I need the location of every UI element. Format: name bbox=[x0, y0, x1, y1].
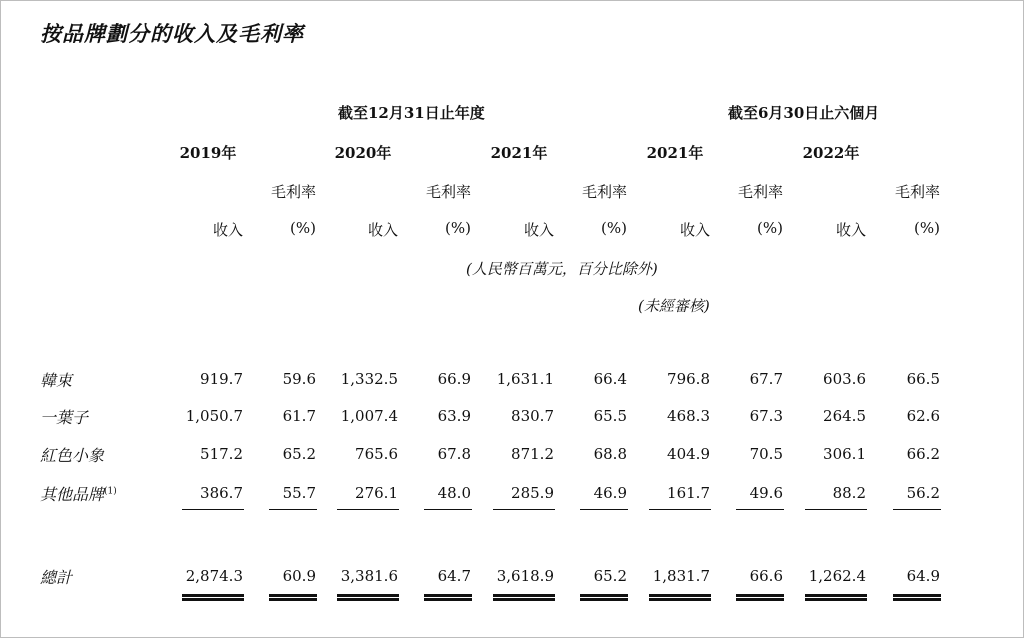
gross-margin-unit-header: (%) bbox=[757, 219, 783, 237]
brand-label bbox=[40, 405, 88, 428]
brand-name: 一葉子 bbox=[40, 408, 89, 427]
gross-margin-header: 毛利率 bbox=[425, 183, 471, 201]
footnote-marker: (1) bbox=[104, 486, 117, 497]
table-cell: 46.9 bbox=[593, 484, 627, 502]
table-cell: 67.8 bbox=[437, 445, 471, 463]
total-double-rule bbox=[182, 594, 244, 601]
brand-label bbox=[40, 482, 117, 505]
gross-margin-unit-header: (%) bbox=[914, 219, 940, 237]
table-cell: 48.0 bbox=[437, 484, 471, 502]
subtotal-rule bbox=[580, 509, 628, 510]
table-cell: 765.6 bbox=[355, 445, 398, 463]
total-double-rule bbox=[269, 594, 317, 601]
table-cell: 404.9 bbox=[667, 445, 710, 463]
table-cell: 468.3 bbox=[667, 407, 710, 425]
total-cell: 1,262.4 bbox=[808, 567, 866, 585]
subtotal-rule bbox=[649, 509, 711, 510]
table-cell: 68.8 bbox=[593, 445, 627, 463]
table-cell: 796.8 bbox=[667, 370, 710, 388]
table-cell: 49.6 bbox=[749, 484, 783, 502]
table-cell: 62.6 bbox=[906, 407, 940, 425]
brand-name: 紅色小象 bbox=[40, 446, 105, 465]
total-label: 總計 bbox=[40, 568, 73, 587]
table-cell: 276.1 bbox=[355, 484, 398, 502]
total-cell: 3,618.9 bbox=[496, 567, 554, 585]
total-double-rule bbox=[424, 594, 472, 601]
table-cell: 306.1 bbox=[823, 445, 866, 463]
subtotal-rule bbox=[337, 509, 399, 510]
table-cell: 66.9 bbox=[437, 370, 471, 388]
table-cell: 67.3 bbox=[749, 407, 783, 425]
total-double-rule bbox=[736, 594, 784, 601]
table-cell: 264.5 bbox=[823, 407, 866, 425]
units-note: (人民幣百萬元，百分比除外) bbox=[466, 260, 658, 278]
brand-name: 其他品牌 bbox=[40, 485, 105, 504]
table-cell: 66.4 bbox=[593, 370, 627, 388]
table-cell: 1,631.1 bbox=[496, 370, 554, 388]
unaudited-note: (未經審核) bbox=[638, 297, 710, 315]
table-cell: 56.2 bbox=[906, 484, 940, 502]
revenue-header: 收入 bbox=[835, 221, 866, 239]
table-cell: 88.2 bbox=[832, 484, 866, 502]
brand-label bbox=[40, 368, 72, 391]
table-cell: 59.6 bbox=[282, 370, 316, 388]
table-cell: 1,007.4 bbox=[340, 407, 398, 425]
period-header-interim: 截至6月30日止六個月 bbox=[728, 104, 880, 122]
total-cell: 2,874.3 bbox=[185, 567, 243, 585]
total-double-rule bbox=[649, 594, 711, 601]
total-cell: 64.9 bbox=[906, 567, 940, 585]
subtotal-rule bbox=[805, 509, 867, 510]
table-cell: 63.9 bbox=[437, 407, 471, 425]
revenue-header: 收入 bbox=[367, 221, 398, 239]
brand-label bbox=[40, 443, 104, 466]
table-cell: 1,332.5 bbox=[340, 370, 398, 388]
subtotal-rule bbox=[893, 509, 941, 510]
page-title: 按品牌劃分的收入及毛利率 bbox=[40, 21, 304, 46]
table-cell: 65.2 bbox=[282, 445, 316, 463]
revenue-header: 收入 bbox=[679, 221, 710, 239]
subtotal-rule bbox=[424, 509, 472, 510]
brand-name: 韓束 bbox=[40, 371, 73, 390]
table-cell: 386.7 bbox=[200, 484, 243, 502]
period-header-annual: 截至12月31日止年度 bbox=[338, 104, 485, 122]
gross-margin-unit-header: (%) bbox=[445, 219, 471, 237]
table-cell: 67.7 bbox=[749, 370, 783, 388]
table-cell: 66.2 bbox=[906, 445, 940, 463]
gross-margin-unit-header: (%) bbox=[601, 219, 627, 237]
year-header: 2021年 bbox=[490, 144, 548, 162]
table-cell: 285.9 bbox=[511, 484, 554, 502]
gross-margin-header: 毛利率 bbox=[581, 183, 627, 201]
total-cell: 65.2 bbox=[593, 567, 627, 585]
gross-margin-header: 毛利率 bbox=[894, 183, 940, 201]
gross-margin-header: 毛利率 bbox=[737, 183, 783, 201]
table-cell: 603.6 bbox=[823, 370, 866, 388]
total-cell: 3,381.6 bbox=[340, 567, 398, 585]
total-double-rule bbox=[805, 594, 867, 601]
subtotal-rule bbox=[182, 509, 244, 510]
year-header: 2020年 bbox=[334, 144, 392, 162]
total-cell: 1,831.7 bbox=[652, 567, 710, 585]
table-cell: 66.5 bbox=[906, 370, 940, 388]
table-cell: 1,050.7 bbox=[185, 407, 243, 425]
subtotal-rule bbox=[493, 509, 555, 510]
table-cell: 517.2 bbox=[200, 445, 243, 463]
revenue-header: 收入 bbox=[523, 221, 554, 239]
total-double-rule bbox=[580, 594, 628, 601]
year-header: 2021年 bbox=[646, 144, 704, 162]
total-double-rule bbox=[893, 594, 941, 601]
table-cell: 871.2 bbox=[511, 445, 554, 463]
table-cell: 65.5 bbox=[593, 407, 627, 425]
table-cell: 55.7 bbox=[282, 484, 316, 502]
total-double-rule bbox=[337, 594, 399, 601]
table-cell: 61.7 bbox=[282, 407, 316, 425]
total-cell: 66.6 bbox=[749, 567, 783, 585]
revenue-header: 收入 bbox=[212, 221, 243, 239]
subtotal-rule bbox=[736, 509, 784, 510]
table-cell: 70.5 bbox=[749, 445, 783, 463]
table-cell: 919.7 bbox=[200, 370, 243, 388]
total-double-rule bbox=[493, 594, 555, 601]
gross-margin-unit-header: (%) bbox=[290, 219, 316, 237]
table-cell: 830.7 bbox=[511, 407, 554, 425]
total-cell: 64.7 bbox=[437, 567, 471, 585]
year-header: 2019年 bbox=[179, 144, 237, 162]
gross-margin-header: 毛利率 bbox=[270, 183, 316, 201]
subtotal-rule bbox=[269, 509, 317, 510]
table-cell: 161.7 bbox=[667, 484, 710, 502]
total-cell: 60.9 bbox=[282, 567, 316, 585]
year-header: 2022年 bbox=[802, 144, 860, 162]
